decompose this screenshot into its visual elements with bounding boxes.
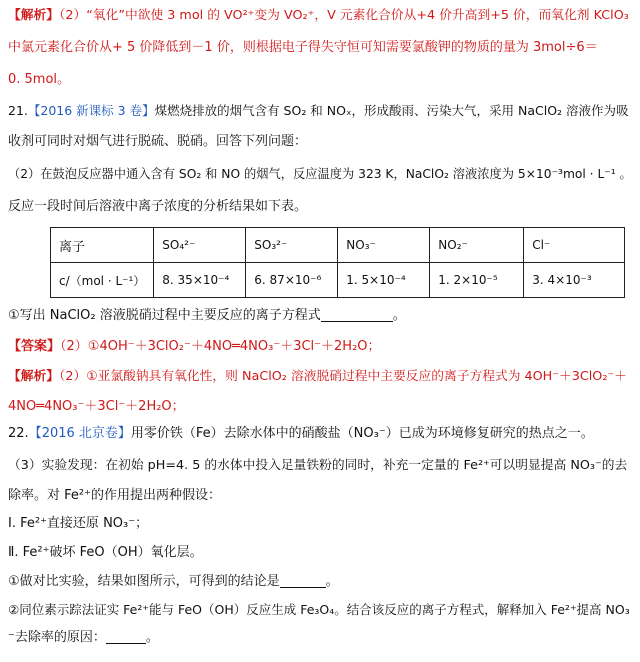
q22-hypothesis-2: Ⅱ. Fe²⁺破坏 FeO（OH）氧化层。	[8, 545, 203, 560]
q21-line-3: （2）在鼓泡反应器中通入含有 SO₂ 和 NO 的烟气，反应温度为 323 K，NaClO₂ 溶液浓度为 5×10⁻³mol · L⁻¹ 。	[8, 167, 632, 181]
q22-sub-question-2: ②同位素示踪法证实 Fe²⁺能与 FeO（OH）反应生成 Fe₃O₄。结合该反应的离子方程式，解释加入 Fe²⁺提高 NO₃	[8, 602, 630, 617]
q22-line-1	[8, 424, 594, 444]
analysis-label: 【解析】	[8, 8, 59, 23]
table-cell: 6. 87×10⁻⁶	[246, 263, 338, 298]
q21-line-4: 反应一段时间后溶液中离子浓度的分析结果如下表。	[8, 199, 308, 214]
q22-sub-question-text: ①做对比实验，结果如图所示，可得到的结论是	[8, 574, 280, 589]
q21-analysis-line-2: 4NO═4NO₃⁻＋3Cl⁻＋2H₂O；	[8, 399, 185, 414]
ion-concentration-table	[50, 227, 625, 298]
q22-text: 用零价铁（Fe）去除水体中的硝酸盐（NO₃⁻）已成为环境修复研究的热点之一。	[130, 426, 594, 441]
q21-line-2: 收剂可同时对烟气进行脱硫、脱硝。回答下列问题：	[8, 134, 308, 149]
q22-hypothesis-1: Ⅰ. Fe²⁺直接还原 NO₃⁻；	[8, 516, 149, 531]
analysis-text: （2）①亚氯酸钠具有氧化性，则 NaClO₂ 溶液脱硝过程中主要反应的离子方程式为 4OH⁻＋3ClO₂⁻＋	[59, 369, 627, 384]
q22-sub-question-1	[8, 572, 339, 592]
answer-blank	[106, 631, 146, 644]
answer-blank	[280, 575, 326, 588]
q22-sub-question-end: 。	[145, 630, 159, 645]
table-cell: 8. 35×10⁻⁴	[154, 263, 246, 298]
analysis-line-3: 0. 5mol。	[8, 72, 71, 87]
q21-answer-line	[8, 337, 381, 357]
table-header-cell: NO₃⁻	[338, 228, 430, 263]
table-cell: c/（mol · L⁻¹）	[51, 263, 154, 298]
table-cell: 1. 2×10⁻⁵	[430, 263, 524, 298]
q21-sub-question-end: 。	[392, 308, 406, 323]
analysis-text: （2）“氧化”中欲使 3 mol 的 VO²⁺变为 VO₂⁺，V 元素化合价从+4 价升高到+5 价，而氧化剂 KClO₃	[59, 8, 629, 23]
analysis-line-1	[8, 6, 629, 26]
q21-sub-question-1	[8, 306, 406, 326]
q22-line-2: （3）实验发现：在初始 pH=4. 5 的水体中投入足量铁粉的同时，补充一定量的 Fe²⁺可以明显提高 NO₃⁻的去	[8, 458, 628, 473]
table-row	[51, 263, 625, 298]
q21-sub-question-text: ①写出 NaClO₂ 溶液脱硝过程中主要反应的离子方程式	[8, 308, 321, 323]
q21-line-1	[8, 101, 629, 121]
q22-number: 22.	[8, 426, 29, 441]
q22-sub-question-end: 。	[325, 574, 339, 589]
answer-label: 【答案】	[8, 339, 61, 354]
analysis-label: 【解析】	[8, 369, 59, 384]
analysis-line-2: 中氯元素化合价从+ 5 价降低到－1 价，则根据电子得失守恒可知需要氯酸钾的物质的量为 3mol÷6＝	[8, 40, 598, 55]
q22-line-3: 除率。对 Fe²⁺的作用提出两种假设：	[8, 488, 221, 503]
table-cell: 3. 4×10⁻³	[524, 263, 625, 298]
table-header-row	[51, 228, 625, 263]
q22-source: 【2016 北京卷】	[28, 426, 131, 441]
answer-text: （2）①4OH⁻＋3ClO₂⁻＋4NO═4NO₃⁻＋3Cl⁻＋2H₂O；	[60, 339, 381, 354]
answer-blank	[321, 309, 393, 322]
q21-number: 21.	[8, 103, 28, 118]
q22-sub-question-2-cont	[8, 628, 159, 648]
table-header-cell: 离子	[51, 228, 154, 263]
q21-text: 煤燃烧排放的烟气含有 SO₂ 和 NOₓ，形成酸雨、污染大气，采用 NaClO₂ 溶液作为吸	[154, 103, 629, 118]
q22-sub-question-text: ⁻去除率的原因：	[8, 630, 106, 645]
table-header-cell: Cl⁻	[524, 228, 625, 263]
q21-source: 【2016 新课标 3 卷】	[27, 103, 155, 118]
table-header-cell: SO₄²⁻	[154, 228, 246, 263]
table-header-cell: NO₂⁻	[430, 228, 524, 263]
table-header-cell: SO₃²⁻	[246, 228, 338, 263]
table-cell: 1. 5×10⁻⁴	[338, 263, 430, 298]
q21-analysis-line-1	[8, 367, 627, 387]
